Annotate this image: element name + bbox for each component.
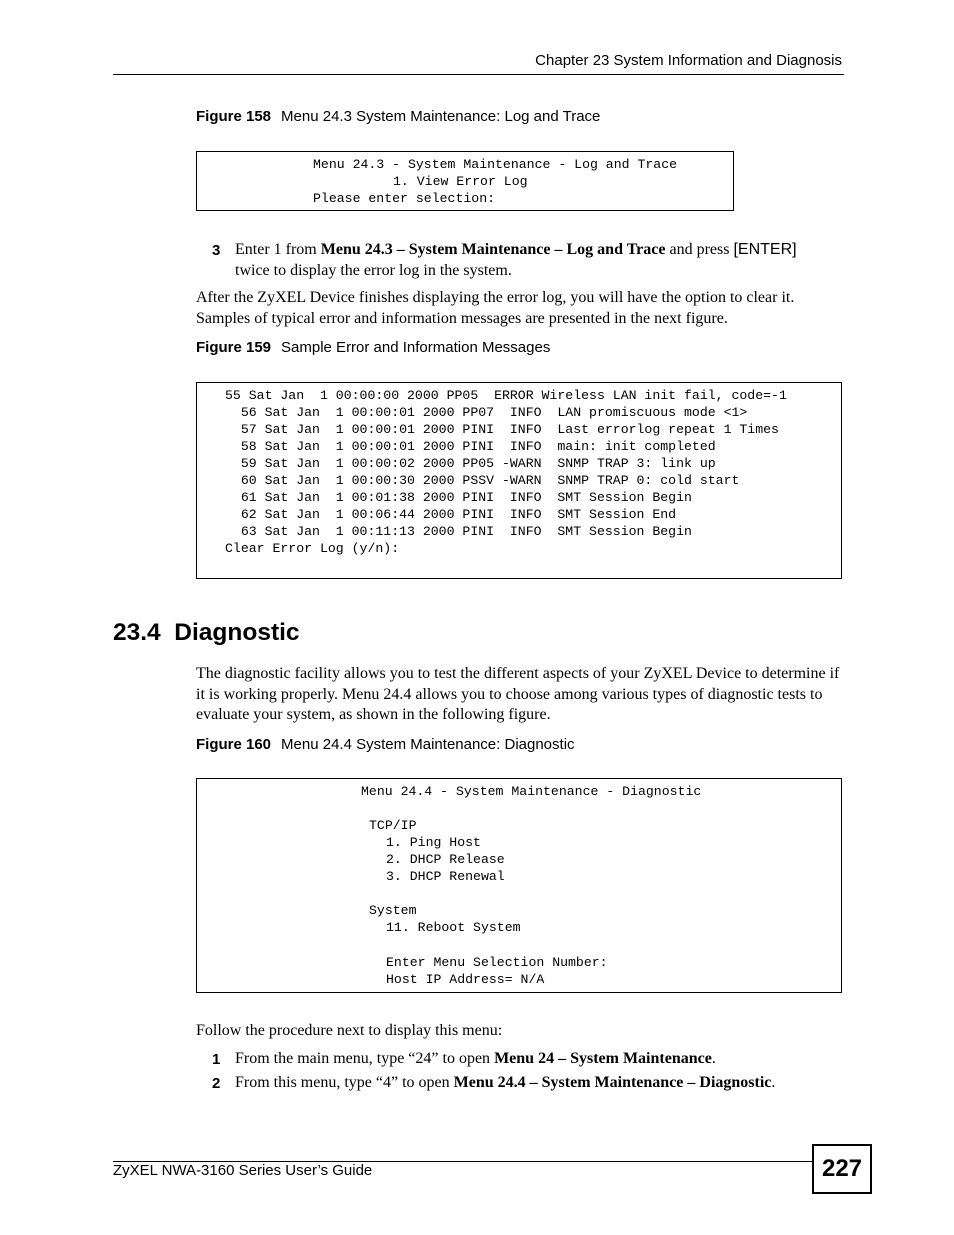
figure-title: Menu 24.4 System Maintenance: Diagnostic [281,736,575,753]
menu-option: 2. DHCP Release [386,852,505,867]
menu-title: Menu 24.4 - System Maintenance - Diagnostic [361,784,702,799]
figure-label: Figure 159 [196,339,272,356]
console-line: 1. View Error Log [393,174,528,189]
section-heading: 23.4 Diagnostic [113,619,300,646]
body-paragraph: After the ZyXEL Device finishes displaying the error log, you will have the option to clear it. Samples of typical error and information messages are presented in the next figure. [196,289,795,327]
figure-title: Menu 24.3 System Maintenance: Log and Trace [281,108,601,125]
log-line: 57 Sat Jan 1 00:00:01 2000 PINI INFO Last errorlog repeat 1 Times [225,422,779,437]
log-line: 61 Sat Jan 1 00:01:38 2000 PINI INFO SMT Session Begin [225,490,692,505]
log-line: 59 Sat Jan 1 00:00:02 2000 PP05 -WARN SNMP TRAP 3: link up [225,456,716,471]
step-1-text [235,1049,850,1070]
footer-guide-title: ZyXEL NWA-3160 Series User’s Guide [113,1162,373,1179]
menu-reference: Menu 24.4 – System Maintenance – Diagnostic [453,1074,772,1091]
menu-group-label: System [369,903,417,918]
step-text: twice to display the error log in the system. [235,261,512,279]
log-line: 63 Sat Jan 1 00:11:13 2000 PINI INFO SMT Session Begin [225,524,692,539]
step-text: . [711,1050,716,1067]
page-number: 227 [821,1155,863,1182]
menu-reference: Menu 24 – System Maintenance [494,1050,712,1067]
figure-title: Sample Error and Information Messages [281,339,551,356]
log-line: 62 Sat Jan 1 00:06:44 2000 PINI INFO SMT Session End [225,507,677,522]
log-line: 60 Sat Jan 1 00:00:30 2000 PSSV -WARN SNMP TRAP 0: cold start [225,473,740,488]
menu-prompt: Host IP Address= N/A [386,972,545,987]
menu-prompt: Enter Menu Selection Number: [386,955,608,970]
menu-option: 11. Reboot System [386,920,521,935]
step-2-text [235,1073,850,1094]
menu-group-label: TCP/IP [369,818,417,833]
menu-option: 3. DHCP Renewal [386,869,505,884]
console-line: Menu 24.3 - System Maintenance - Log and Trace [313,157,678,172]
header-rule [113,74,844,75]
figure-label: Figure 160 [196,736,272,753]
log-line: Clear Error Log (y/n): [225,541,400,556]
figure-160-console [196,778,842,993]
figure-158-console [196,151,734,211]
step-text: From the main menu, type “24” to open [235,1050,495,1067]
step-text: . [771,1074,776,1091]
body-paragraph: Follow the procedure next to display this menu: [196,1022,503,1039]
log-line: 58 Sat Jan 1 00:00:01 2000 PINI INFO main: init completed [225,439,716,454]
figure-158-caption [196,108,600,125]
log-line: 56 Sat Jan 1 00:00:01 2000 PP07 INFO LAN promiscuous mode <1> [225,405,748,420]
section-intro: The diagnostic facility allows you to test the different aspects of your ZyXEL Device to determine if it is working properly. Menu 24.4 allows you to choose among various types of diagnostic tests to evaluate your system, as shown in the following figure. [196,665,840,723]
figure-label: Figure 158 [196,108,272,125]
step-text: From this menu, type “4” to open [235,1074,454,1091]
figure-159-caption [196,339,550,356]
page-number-box [812,1144,872,1194]
step-3-text [235,240,850,281]
figure-159-console [196,382,842,579]
step-number: 1 [212,1051,221,1068]
step-number: 2 [212,1075,221,1092]
figure-160-caption [196,736,575,753]
step-text: and press [665,241,734,258]
menu-reference: Menu 24.3 – System Maintenance – Log and Trace [320,241,666,258]
menu-option: 1. Ping Host [386,835,481,850]
log-line: 55 Sat Jan 1 00:00:00 2000 PP05 ERROR Wireless LAN init fail, code=-1 [225,388,787,403]
console-line: Please enter selection: [313,191,496,206]
step-text: Enter 1 from [235,241,321,258]
enter-key: [ENTER] [733,241,797,258]
step-number: 3 [212,242,221,259]
running-header: Chapter 23 System Information and Diagnosis [535,52,842,69]
